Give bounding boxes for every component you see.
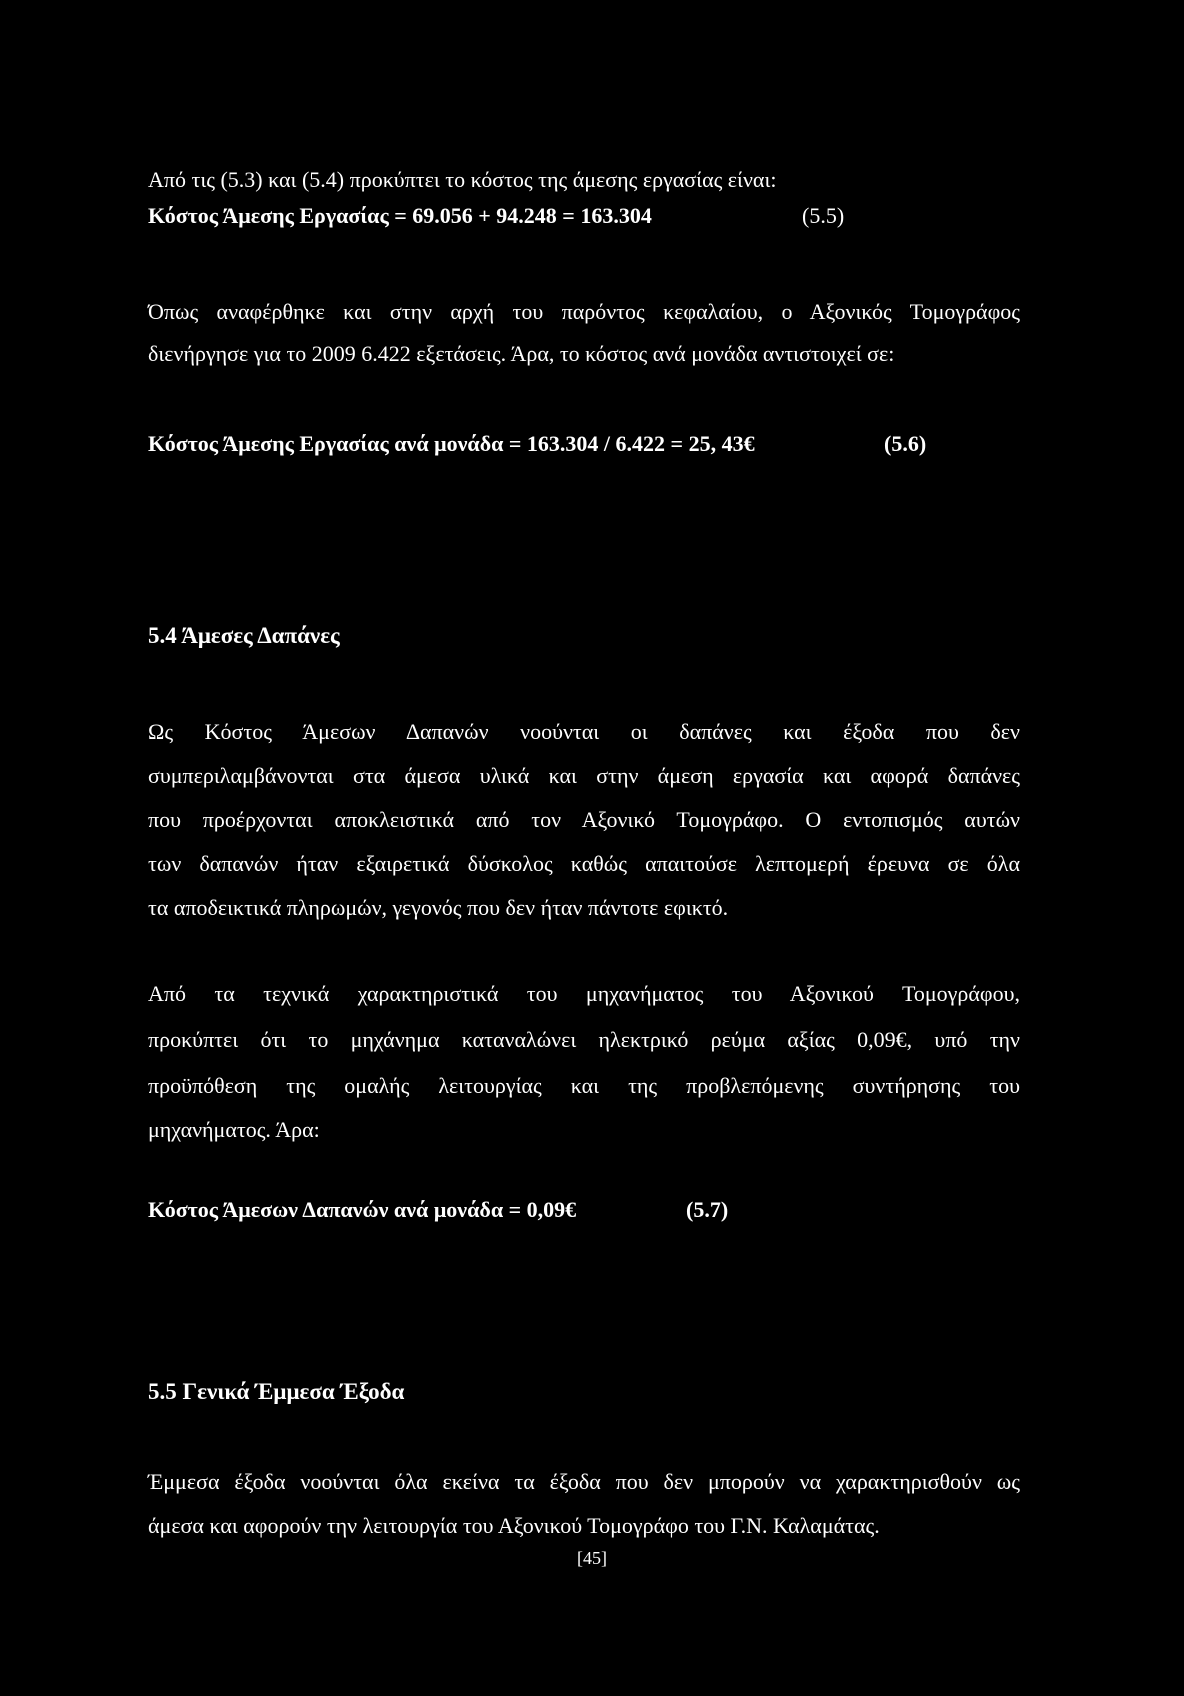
section-5-4-para1-line-5: τα αποδεικτικά πληρωμών, γεγονός που δεν ήταν πάντοτε εφικτό. [148, 895, 729, 920]
section-5-5-para-line-1: Έμμεσα έξοδα νοούνται όλα εκείνα τα έξοδα που δεν μπορούν να χαρακτηρισθούν ως [148, 1469, 1020, 1494]
section-5-5-para-line-2: άμεσα και αφορούν την λειτουργία του Αξονικού Τομογράφο του Γ.Ν. Καλαμάτας. [148, 1513, 880, 1538]
section-5-4-heading: 5.4 Άμεσες Δαπάνες [148, 623, 340, 648]
section-5-4-para2-line-1: Από τα τεχνικά χαρακτηριστικά του μηχανήματος του Αξονικού Τομογράφου, [148, 981, 1020, 1006]
equation-5-5-formula: Κόστος Άμεσης Εργασίας = 69.056 + 94.248 = 163.304 [148, 203, 652, 228]
section-5-4-para2-line-3: προϋπόθεση της ομαλής λειτουργίας και της προβλεπόμενης συντήρησης του [148, 1073, 1020, 1098]
paragraph-exams-line-2: διενήργησε για το 2009 6.422 εξετάσεις. Άρα, το κόστος ανά μονάδα αντιστοιχεί σε: [148, 341, 895, 366]
equation-5-7-label: (5.7) [686, 1197, 729, 1222]
section-5-4-para1-line-3: που προέρχονται αποκλειστικά από τον Αξονικό Τομογράφο. Ο εντοπισμός αυτών [148, 807, 1020, 832]
paragraph-exams-line-1: Όπως αναφέρθηκε και στην αρχή του παρόντος κεφαλαίου, ο Αξονικός Τομογράφος [148, 299, 1020, 324]
equation-5-6-formula: Κόστος Άμεσης Εργασίας ανά μονάδα = 163.304 / 6.422 = 25, 43€ [148, 431, 755, 456]
page-number: [45] [577, 1548, 607, 1568]
section-5-4-para1-line-4: των δαπανών ήταν εξαιρετικά δύσκολος καθώς απαιτούσε λεπτομερή έρευνα σε όλα [148, 851, 1020, 876]
intro-line: Από τις (5.3) και (5.4) προκύπτει το κόστος της άμεσης εργασίας είναι: [148, 167, 777, 192]
section-5-4-para1-line-1: Ως Κόστος Άμεσων Δαπανών νοούνται οι δαπάνες και έξοδα που δεν [148, 719, 1020, 744]
section-5-4-para1-line-2: συμπεριλαμβάνονται στα άμεσα υλικά και στην άμεση εργασία και αφορά δαπάνες [148, 763, 1020, 788]
equation-5-5-label: (5.5) [802, 203, 845, 228]
section-5-4-para2-line-4: μηχανήματος. Άρα: [148, 1117, 320, 1142]
section-5-5-heading: 5.5 Γενικά Έμμεσα Έξοδα [148, 1379, 405, 1404]
equation-5-7-formula: Κόστος Άμεσων Δαπανών ανά μονάδα = 0,09€ [148, 1197, 577, 1222]
section-5-4-para2-line-2: προκύπτει ότι το μηχάνημα καταναλώνει ηλεκτρικό ρεύμα αξίας 0,09€, υπό την [148, 1027, 1020, 1052]
equation-5-6-label: (5.6) [884, 431, 927, 456]
